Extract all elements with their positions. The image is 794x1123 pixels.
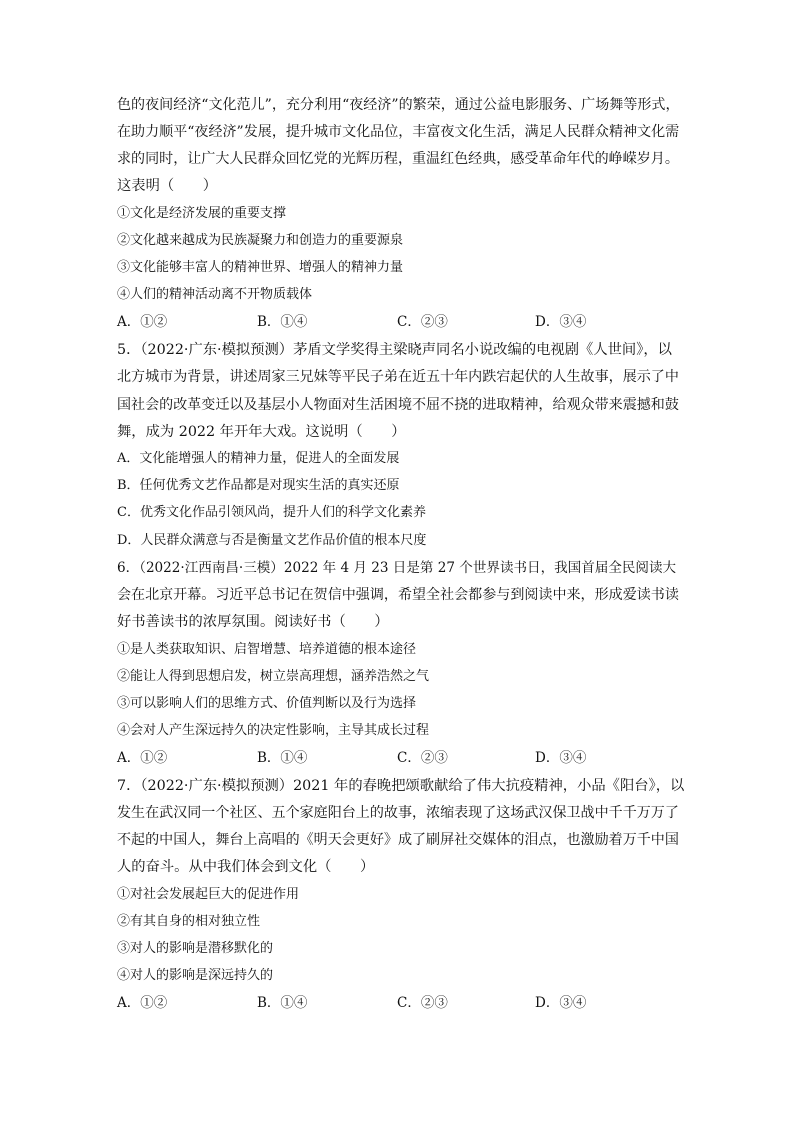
q7-choice-b[interactable]: B．①④	[257, 995, 308, 1011]
q4-choice-b[interactable]: B．①④	[257, 314, 308, 330]
q4-option: ②文化越来越成为民族凝聚力和创造力的重要源泉	[117, 233, 404, 248]
q5-text-line: 北方城市为背景，讲述周家三兄妹等平民子弟在近五十年内跌宕起伏的人生故事，展示了中	[117, 369, 679, 385]
q7-text-line: 7．（2022·广东·模拟预测）2021 年的春晚把颂歌献给了伟大抗疫精神，小品《阳台》，以	[117, 778, 685, 794]
q5-text-line: 国社会的改革变迁以及基层小人物面对生活困境不屈不挠的进取精神，给观众带来震撼和鼓	[117, 397, 679, 413]
q6-option: ④会对人产生深远持久的决定性影响，主导其成长过程	[117, 723, 430, 738]
q7-text-line: 不起的中国人，舞台上高唱的《明天会更好》成了刷屏社交媒体的泪点，也激励着万千中国	[117, 832, 679, 848]
q7-option: ④对人的影响是深远持久的	[117, 968, 274, 983]
q4-choice-d[interactable]: D．③④	[535, 314, 587, 330]
q4-option: ③文化能够丰富人的精神世界、增强人的精神力量	[117, 260, 404, 275]
q7-text-line: 发生在武汉同一个社区、五个家庭阳台上的故事，浓缩表现了这场武汉保卫战中千千万万了	[117, 805, 679, 821]
q7-choice-d[interactable]: D．③④	[535, 995, 587, 1011]
q6-option: ③可以影响人们的思维方式、价值判断以及行为选择	[117, 696, 417, 711]
q6-option: ①是人类获取知识、启智增慧、培养道德的根本途径	[117, 642, 417, 657]
q6-choice-d[interactable]: D．③④	[535, 750, 587, 766]
q6-text-line: 6．（2022·江西南昌·三模）2022 年 4 月 23 日是第 27 个世界读书日，我国首届全民阅读大	[117, 560, 677, 576]
q4-choice-c[interactable]: C．②③	[397, 314, 448, 330]
q5-option-c[interactable]: C．优秀文化作品引领风尚，提升人们的科学文化素养	[117, 505, 426, 520]
q4-text-line: 色的夜间经济“文化范儿”，充分利用“夜经济”的繁荣，通过公益电影服务、广场舞等形式，	[117, 97, 680, 113]
q4-text-line: 求的同时，让广大人民群众回忆党的光辉历程，重温红色经典，感受革命年代的峥嵘岁月。	[117, 151, 679, 167]
q6-option: ②能让人得到思想启发，树立崇高理想，涵养浩然之气	[117, 669, 430, 684]
q5-option-d[interactable]: D．人民群众满意与否是衡量文艺作品价值的根本尺度	[117, 533, 427, 548]
q7-option: ②有其自身的相对独立性	[117, 914, 261, 929]
q7-choice-a[interactable]: A．①②	[117, 995, 168, 1011]
q5-option-a[interactable]: A．文化能增强人的精神力量，促进人的全面发展	[117, 451, 400, 466]
q6-choice-a[interactable]: A．①②	[117, 750, 168, 766]
q7-text-line: 人的奋斗。从中我们体会到文化（ ）	[117, 859, 375, 875]
q4-choices	[117, 313, 717, 331]
q6-choice-b[interactable]: B．①④	[257, 750, 308, 766]
q6-choices	[117, 749, 717, 767]
q4-choice-a[interactable]: A．①②	[117, 314, 168, 330]
q5-text-line: 舞，成为 2022 年开年大戏。这说明（ ）	[117, 424, 406, 440]
q4-option: ①文化是经济发展的重要支撑	[117, 206, 287, 221]
q6-choice-c[interactable]: C．②③	[397, 750, 448, 766]
q4-text-line: 这表明（ ）	[117, 178, 218, 194]
q7-choice-c[interactable]: C．②③	[397, 995, 448, 1011]
q4-text-line: 在助力顺平“夜经济”发展，提升城市文化品位，丰富夜文化生活，满足人民群众精神文化需	[117, 124, 680, 140]
q5-text-line: 5．（2022·广东·模拟预测）茅盾文学奖得主梁晓声同名小说改编的电视剧《人世间》，以	[117, 342, 672, 358]
q4-option: ④人们的精神活动离不开物质载体	[117, 287, 313, 302]
q6-text-line: 会在北京开幕。习近平总书记在贺信中强调，希望全社会都参与到阅读中来，形成爱读书读	[117, 587, 679, 603]
q7-choices	[117, 994, 717, 1012]
q5-option-b[interactable]: B．任何优秀文艺作品都是对现实生活的真实还原	[117, 478, 400, 493]
q7-option: ①对社会发展起巨大的促进作用	[117, 887, 300, 902]
q7-option: ③对人的影响是潜移默化的	[117, 941, 274, 956]
q6-text-line: 好书善读书的浓厚氛围。阅读好书（ ）	[117, 614, 389, 630]
